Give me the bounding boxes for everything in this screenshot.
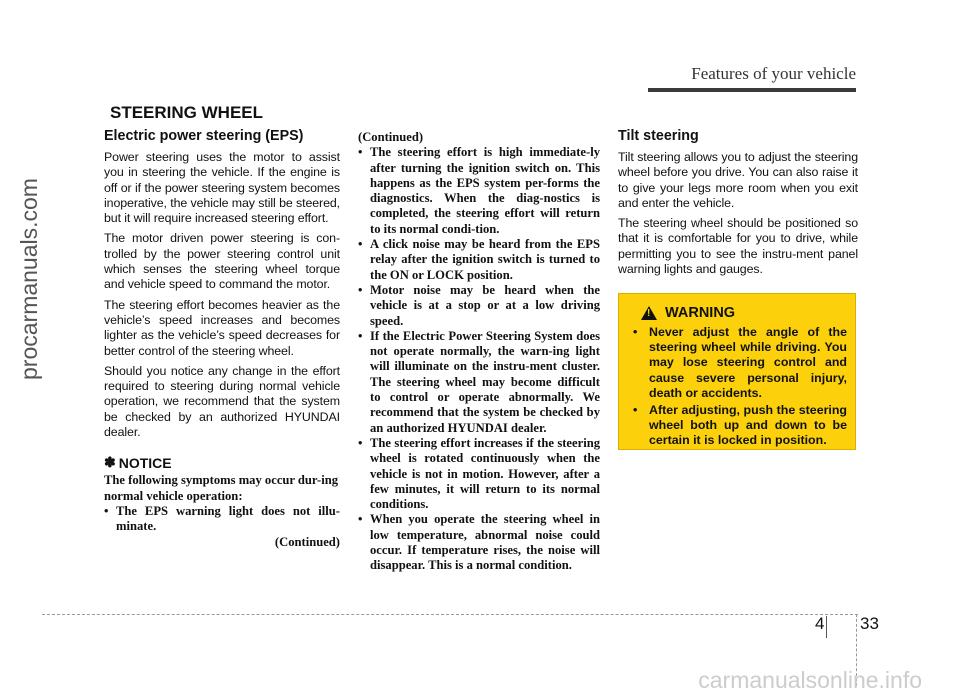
list-item: • Motor noise may be heard when the vehicle is at a stop or at a low driving speed. xyxy=(358,283,600,329)
list-item: • If the Electric Power Steering System does not operate normally, the warn-ing light will illuminate on the instru-ment cluster. The steering wheel may become difficult to control or operate abnormally. We recommend that the system be checked by an authorized HYUNDAI dealer. xyxy=(358,329,600,436)
notice-star-icon: ✽ xyxy=(104,454,116,471)
column-1 xyxy=(104,128,340,550)
eps-paragraph-1: Power steering uses the motor to assist you in steering the vehicle. If the engine is off or if the power steering system becomes inoperative, the vehicle may still be steered, but it will require increased steering effort. xyxy=(104,150,340,226)
column-2 xyxy=(358,130,600,574)
page-divider xyxy=(826,616,827,638)
eps-heading: Electric power steering (EPS) xyxy=(104,128,304,144)
list-item: • After adjusting, push the steering wheel both up and down to be certain it is locked in position. xyxy=(627,403,847,449)
tilt-paragraph-1: Tilt steering allows you to adjust the steering wheel before you drive. You can also raise it to give your legs more room when you exit and enter the vehicle. xyxy=(618,150,858,210)
section-title: STEERING WHEEL xyxy=(110,103,264,122)
page-chapter: 4 xyxy=(815,614,825,633)
warning-list xyxy=(627,325,847,449)
list-item: • The steering effort is high immediate-ly after turning the ignition switch on. This happens as the EPS system per-forms the diagnostics. When the diag-nostics is completed, the steering effort will return to its normal condi-tion. xyxy=(358,145,600,237)
notice-body xyxy=(104,473,340,549)
tilt-heading: Tilt steering xyxy=(618,128,699,144)
column-3 xyxy=(618,128,858,282)
list-item: • The EPS warning light does not illu-minate. xyxy=(104,504,340,535)
warning-header xyxy=(641,305,847,321)
notice-title-text: NOTICE xyxy=(118,454,172,471)
warning-box xyxy=(618,293,856,450)
notice-list-col1 xyxy=(104,504,340,535)
notice-intro: The following symptoms may occur dur-ing normal vehicle operation: xyxy=(104,473,339,503)
header-title: Features of your vehicle xyxy=(691,64,856,83)
continued-heading: (Continued) xyxy=(358,130,424,144)
notice-list-col2 xyxy=(358,145,600,573)
warning-title: WARNING xyxy=(665,305,736,321)
list-item: • A click noise may be heard from the EPS relay after the ignition switch is turned to the ON or LOCK position. xyxy=(358,237,600,283)
eps-paragraph-3: The steering effort becomes heavier as the vehicle’s speed increases and becomes lighter as the vehicle’s speed decreases for better control of the steering wheel. xyxy=(104,297,340,358)
eps-paragraph-4: Should you notice any change in the effort required to steering during normal vehicle operation, we recommend that the system be checked by an authorized HYUNDAI dealer. xyxy=(104,363,340,440)
eps-paragraph-2: The motor driven power steering is con-trolled by the power steering control unit which senses the steering wheel torque and vehicle speed to command the motor. xyxy=(104,231,340,292)
page-number: 33 xyxy=(860,614,879,633)
notice-title xyxy=(104,454,340,471)
footer-dashed-line xyxy=(42,614,858,615)
header-bar xyxy=(648,88,856,92)
list-item: • When you operate the steering wheel in low temperature, abnormal noise could occur. If temperature rises, the noise will disappear. This is a normal condition. xyxy=(358,512,600,573)
list-item: • Never adjust the angle of the steering wheel while driving. You may lose steering control and cause severe personal injury, death or accidents. xyxy=(627,325,847,401)
warning-triangle-icon: ! xyxy=(641,306,657,320)
list-item: • The steering effort increases if the steering wheel is rotated continuously when the vehicle is not in motion. However, after a few minutes, it will return to its normal conditions. xyxy=(358,436,600,512)
side-watermark: procarmanuals.com xyxy=(16,178,42,380)
tilt-paragraph-2: The steering wheel should be positioned so that it is comfortable for you to drive, while permitting you to see the instru-ment panel warning lights and gauges. xyxy=(618,216,858,277)
continued-label: (Continued) xyxy=(274,534,340,549)
footer-watermark: carmanualsonline.info xyxy=(698,667,922,693)
